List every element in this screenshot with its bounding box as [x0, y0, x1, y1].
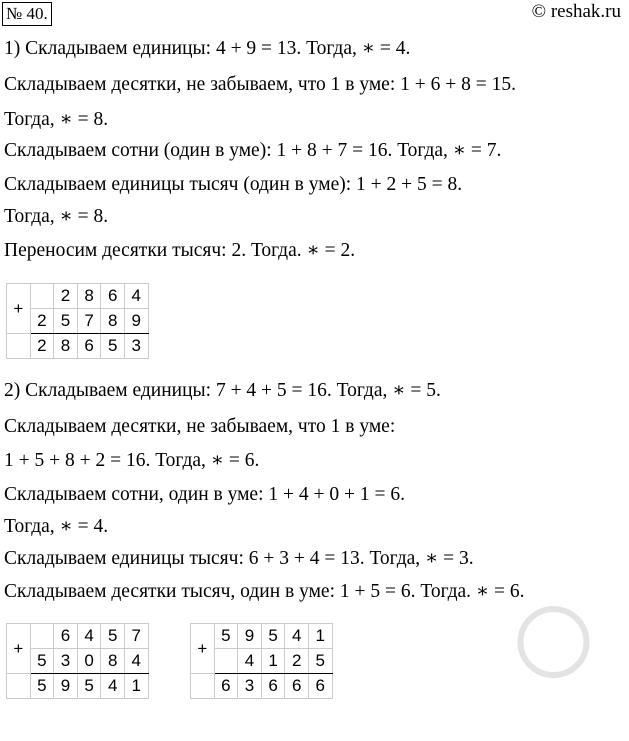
table-cell: 6 [285, 674, 309, 699]
table-cell: 9 [54, 674, 78, 699]
table-cell: 8 [101, 649, 125, 674]
table-cell [30, 624, 54, 649]
addition-table-2b [190, 623, 333, 699]
table-cell: 5 [77, 674, 101, 699]
table-cell: 8 [101, 309, 125, 334]
part1-line-5: Складываем единицы тысяч (один в уме): 1 + 2 + 5 = 8. [4, 174, 463, 195]
table-cell: 6 [261, 674, 285, 699]
part1-line-1: 1) Складываем единицы: 4 + 9 = 13. Тогда, ∗ = 4. [4, 38, 411, 59]
table-cell: 7 [77, 309, 101, 334]
addition-table-1 [6, 283, 149, 359]
table-cell [7, 334, 31, 359]
table-cell: 1 [308, 624, 332, 649]
table-cell: 1 [261, 649, 285, 674]
table-cell [214, 649, 238, 674]
part2-line-4: Складываем сотни, один в уме: 1 + 4 + 0 + 1 = 6. [4, 484, 405, 505]
copyright-icon [503, 591, 605, 693]
table-cell: 8 [54, 334, 78, 359]
table-cell [191, 674, 215, 699]
table-cell: 5 [30, 674, 54, 699]
table-cell: 9 [238, 624, 262, 649]
table-cell: 0 [77, 649, 101, 674]
part1-line-7: Переносим десятки тысяч: 2. Тогда. ∗ = 2. [4, 240, 356, 261]
table-cell: 5 [54, 309, 78, 334]
part1-line-2: Складываем десятки, не забываем, что 1 в уме: 1 + 6 + 8 = 15. [4, 74, 516, 95]
table-cell: 4 [101, 674, 125, 699]
table-cell: 6 [214, 674, 238, 699]
table-cell: 4 [77, 624, 101, 649]
table-cell: 5 [30, 649, 54, 674]
part2-line-5: Тогда, ∗ = 4. [4, 516, 109, 537]
table-cell: 2 [30, 309, 54, 334]
plus-sign: + [7, 284, 31, 334]
table-cell: 5 [101, 334, 125, 359]
table-cell: 6 [101, 284, 125, 309]
table-cell: 3 [238, 674, 262, 699]
part1-line-3: Тогда, ∗ = 8. [4, 109, 109, 130]
table-cell: 4 [124, 649, 148, 674]
part1-line-4: Складываем сотни (один в уме): 1 + 8 + 7 = 16. Тогда, ∗ = 7. [4, 140, 502, 161]
table-cell: 4 [285, 624, 309, 649]
table-cell: 5 [101, 624, 125, 649]
part1-line-6: Тогда, ∗ = 8. [4, 206, 109, 227]
part2-line-3: 1 + 5 + 8 + 2 = 16. Тогда, ∗ = 6. [4, 450, 260, 471]
table-cell: 5 [261, 624, 285, 649]
table-cell: 3 [54, 649, 78, 674]
table-cell: 6 [308, 674, 332, 699]
plus-sign: + [191, 624, 215, 674]
table-cell [30, 284, 54, 309]
table-cell: 1 [124, 674, 148, 699]
table-cell: 6 [77, 334, 101, 359]
part2-line-1: 2) Складываем единицы: 7 + 4 + 5 = 16. Тогда, ∗ = 5. [4, 380, 441, 401]
table-cell: 5 [214, 624, 238, 649]
table-cell: 9 [124, 309, 148, 334]
table-cell [7, 674, 31, 699]
part2-line-6: Складываем единицы тысяч: 6 + 3 + 4 = 13. Тогда, ∗ = 3. [4, 548, 474, 569]
table-cell: 2 [285, 649, 309, 674]
site-credit: © reshak.ru [531, 1, 621, 22]
plus-sign: + [7, 624, 31, 674]
table-cell: 2 [30, 334, 54, 359]
table-cell: 7 [124, 624, 148, 649]
part2-line-7: Складываем десятки тысяч, один в уме: 1 + 5 = 6. Тогда. ∗ = 6. [4, 581, 525, 602]
task-number-badge: № 40. [2, 2, 52, 26]
addition-table-2a [6, 623, 149, 699]
table-cell: 3 [124, 334, 148, 359]
table-cell: 5 [308, 649, 332, 674]
table-cell: 4 [124, 284, 148, 309]
part2-line-2: Складываем десятки, не забываем, что 1 в уме: [4, 416, 396, 437]
table-cell: 8 [77, 284, 101, 309]
table-cell: 4 [238, 649, 262, 674]
table-cell: 2 [54, 284, 78, 309]
table-cell: 6 [54, 624, 78, 649]
